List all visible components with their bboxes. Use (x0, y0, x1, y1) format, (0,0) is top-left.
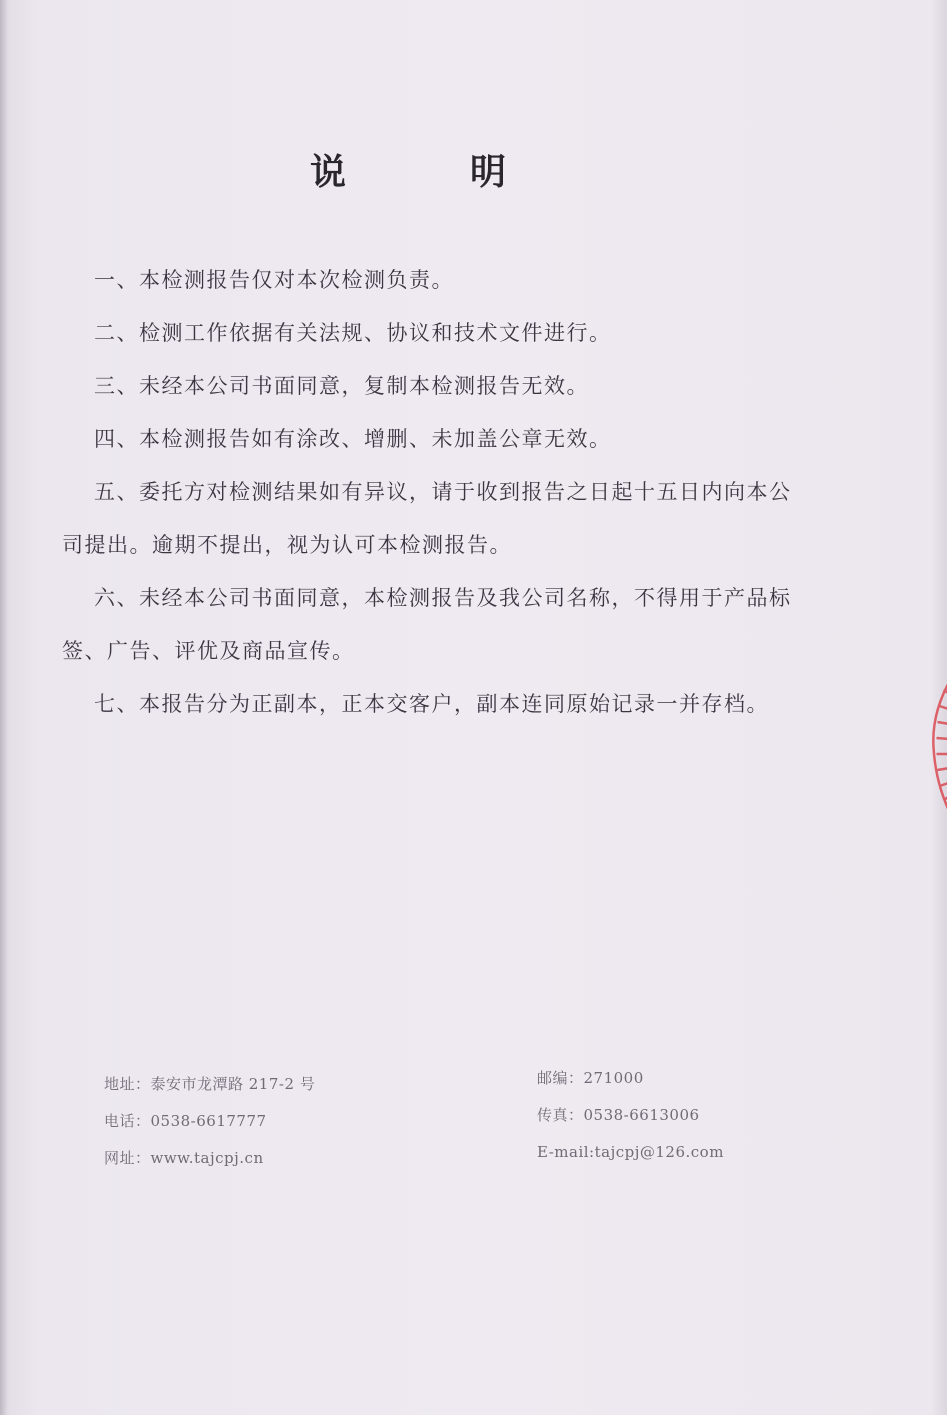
note-item-1: 一、本检测报告仅对本次检测负责。 (94, 268, 454, 292)
contact-info-right (537, 1060, 724, 1171)
postcode-text: 邮编：271000 (537, 1069, 644, 1087)
email-text: E-mail:tajcpj@126.com (537, 1143, 724, 1161)
note-item-2: 二、检测工作依据有关法规、协议和技术文件进行。 (94, 321, 612, 345)
note-item-3: 三、未经本公司书面同意，复制本检测报告无效。 (94, 374, 589, 398)
page-title: 说 明 (309, 151, 550, 193)
website-text: 网址：www.tajcpj.cn (104, 1149, 264, 1167)
fax-text: 传真：0538-6613006 (537, 1106, 700, 1124)
seal-stamp-icon (910, 672, 947, 822)
phone-text: 电话：0538-6617777 (104, 1112, 267, 1130)
notes-list (62, 254, 812, 731)
note-item-7: 七、本报告分为正副本，正本交客户，副本连同原始记录一并存档。 (94, 692, 769, 716)
binding-shadow (0, 0, 8, 1415)
note-item-5: 五、委托方对检测结果如有异议，请于收到报告之日起十五日内向本公司提出。逾期不提出，视为认可本检测报告。 (62, 480, 792, 557)
contact-info-left (104, 1066, 315, 1177)
note-item-4: 四、本检测报告如有涂改、增删、未加盖公章无效。 (94, 427, 612, 451)
note-item-6: 六、未经本公司书面同意，本检测报告及我公司名称，不得用于产品标签、广告、评优及商品宣传。 (62, 586, 792, 663)
address-text: 地址：泰安市龙潭路 217-2 号 (104, 1075, 316, 1093)
